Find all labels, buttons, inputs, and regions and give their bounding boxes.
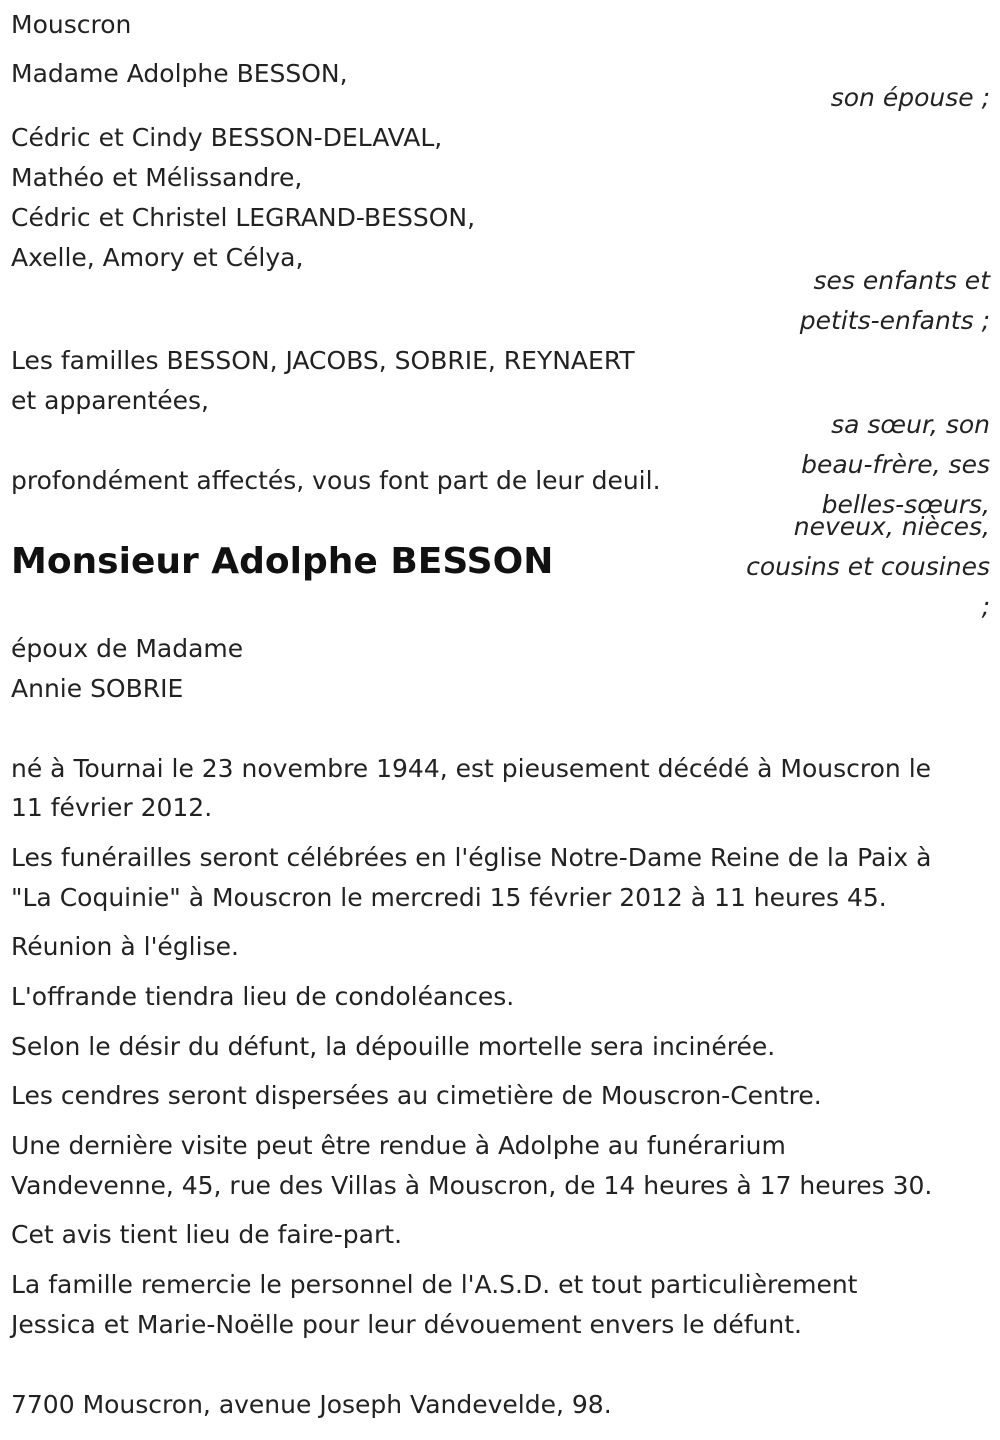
funeral-line-1: Les funérailles seront célébrées en l'église Notre-Dame Reine de la Paix à [11,843,932,872]
closing-line: profondément affectés, vous font part de leur deuil. [11,466,661,495]
relation-family-5: cousins et cousines [746,552,990,581]
relation-spouse: son épouse ; [830,83,990,112]
children-line-1: Cédric et Cindy BESSON-DELAVAL, [11,123,443,152]
families-line-2: et apparentées, [11,386,209,415]
birth-death-line-2: 11 février 2012. [11,793,213,822]
address-line: 7700 Mouscron, avenue Joseph Vandevelde, 98. [11,1390,612,1419]
thanks-line-2: Jessica et Marie-Noëlle pour leur dévouement envers le défunt. [11,1310,802,1339]
relation-family-2: beau-frère, ses [801,450,990,479]
meeting-line: Réunion à l'église. [11,932,239,961]
families-line-1: Les familles BESSON, JACOBS, SOBRIE, REYNAERT [11,346,635,375]
widow-line: Madame Adolphe BESSON, [11,59,348,88]
ashes-line: Les cendres seront dispersées au cimetière de Mouscron-Centre. [11,1081,822,1110]
spouse-of-line-1: époux de Madame [11,634,244,663]
grandchildren-line-1: Mathéo et Mélissandre, [11,163,303,192]
funeral-line-2: "La Coquinie" à Mouscron le mercredi 15 février 2012 à 11 heures 45. [11,883,887,912]
town-header: Mouscron [11,10,132,39]
relation-children-1: ses enfants et [813,266,990,295]
relation-family-4: neveux, nièces, [793,512,990,541]
deceased-name: Monsieur Adolphe BESSON [11,541,554,582]
spouse-of-line-2: Annie SOBRIE [11,674,184,703]
relation-children-2: petits-enfants ; [799,306,990,335]
thanks-line-1: La famille remercie le personnel de l'A.S.D. et tout particulièrement [11,1270,858,1299]
visit-line-2: Vandevenne, 45, rue des Villas à Mouscron, de 14 heures à 17 heures 30. [11,1171,933,1200]
offering-line: L'offrande tiendra lieu de condoléances. [11,982,515,1011]
grandchildren-line-2: Axelle, Amory et Célya, [11,243,304,272]
cremation-line: Selon le désir du défunt, la dépouille mortelle sera incinérée. [11,1032,776,1061]
visit-line-1: Une dernière visite peut être rendue à Adolphe au funérarium [11,1131,786,1160]
relation-family-3: belles-sœurs, [821,490,990,519]
relation-family-6: ; [981,592,990,621]
children-line-2: Cédric et Christel LEGRAND-BESSON, [11,203,476,232]
faire-part-line: Cet avis tient lieu de faire-part. [11,1220,403,1249]
birth-death-line-1: né à Tournai le 23 novembre 1944, est pieusement décédé à Mouscron le [11,754,932,783]
relation-family-1: sa sœur, son [831,410,990,439]
